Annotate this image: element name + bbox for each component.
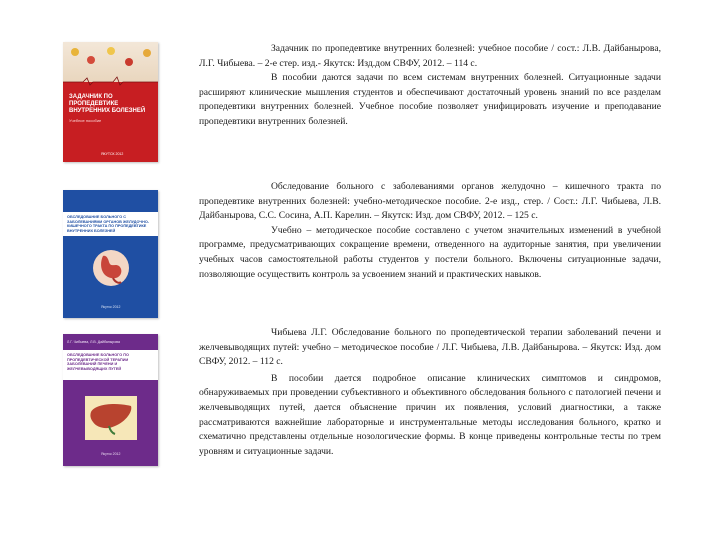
decorative-dot bbox=[71, 48, 79, 56]
liver-illustration-icon bbox=[85, 396, 137, 440]
annotation-paragraph: Учебно – методическое пособие составлено с учетом значительных изменений в учебной программе, предусматривающих сокращение времени, отведенного на аудиторные занятия, при увеличении учебных часов самостоятельной работы студентов у постели больного. Включены ситуационные задачи, позволяющие осуществить контроль за усвоением знаний и практических навыков. bbox=[199, 224, 661, 280]
cover-publisher: ЯКУТСК 2012 bbox=[101, 152, 124, 156]
book-cover-propaedeutics-problems bbox=[63, 42, 158, 162]
decorative-dot bbox=[87, 56, 95, 64]
cover-title: ОБСЛЕДОВАНИЕ БОЛЬНОГО С ЗАБОЛЕВАНИЯМИ ОРГАНОВ ЖЕЛУДОЧНО-КИШЕЧНОГО ТРАКТА ПО ПРОПЕДЕВТИКЕ ВНУТРЕННИХ БОЛЕЗНЕЙ bbox=[67, 215, 150, 233]
ecg-line-icon bbox=[63, 76, 158, 86]
book-cover-liver-examination bbox=[63, 334, 158, 466]
cover-title: ЗАДАЧНИК ПО ПРОПЕДЕВТИКЕ ВНУТРЕННИХ БОЛЕЗНЕЙ bbox=[69, 94, 146, 114]
decorative-dot bbox=[107, 47, 115, 55]
book-cover-gi-tract-examination bbox=[63, 190, 158, 318]
cover-subtitle: Учебное пособие bbox=[69, 118, 102, 123]
entry-2-description bbox=[199, 180, 661, 282]
entry-1-description bbox=[199, 42, 661, 130]
stomach-illustration-icon bbox=[91, 248, 131, 288]
cover-publisher: Якутск 2012 bbox=[101, 305, 121, 309]
cover-publisher: Якутск 2012 bbox=[101, 452, 121, 456]
entry-3-description bbox=[199, 326, 661, 459]
citation-paragraph: Задачник по пропедевтике внутренних болезней: учебное пособие / сост.: Л.В. Дайбанырова, Л.Г. Чибыева. – 2-е стер. изд.- Якутск: Изд.дом СВФУ, 2012. – 114 с. bbox=[199, 43, 661, 69]
annotation-paragraph: В пособии даются задачи по всем системам внутренних болезней. Ситуационные задачи расширяют клинические мышления студентов и обеспечивают достаточный уровень знаний по все разделам пропедевтики внутренних болезней. Учебное пособие позволяет унифицировать изучение и преподавание пропедевтики внутренних болезней. bbox=[199, 72, 661, 127]
citation-paragraph: Чибыева Л.Г. Обследование больного по пропедевтической терапии заболеваний печени и желчевыводящих путей: учебно – методическое пособие / Л.Г. Чибыева, Л.В. Дайбанырова. – Якутск: Изд. дом СВФУ, 2012. – 112 с. bbox=[199, 327, 661, 368]
decorative-dot bbox=[143, 49, 151, 57]
cover-authors: Л.Г. Чибыева, Л.В. Дайбанырова bbox=[67, 340, 120, 344]
annotation-paragraph: В пособии дается подробное описание клинических симптомов и синдромов, обнаруживаемых при проведении субъективного и объективного обследования больного с патологией печени и желчевыводящих путей, дается объяснение причин их появления, условий диагностики, а также рассматриваются важнейшие лабораторные и инструментальные методы исследования больного, кратко и схематично представлены отдельные нозологические формы. В конце приведены контрольные тесты по трем уровням и ситуационные задачи. bbox=[199, 372, 661, 457]
decorative-dot bbox=[125, 58, 133, 66]
citation-paragraph: Обследование больного с заболеваниями органов желудочно – кишечного тракта по пропедевтике внутренних болезней: учебно-методическое пособие. 2-е изд., стер. / Сост.: Л.Г. Чибыева, Л.В. Дайбанырова, С.С. Сосина, А.П. Карелин. – Якутск: Изд. дом СВФУ, 2012. – 125 с. bbox=[199, 181, 661, 222]
cover-title: ОБСЛЕДОВАНИЕ БОЛЬНОГО ПО ПРОПЕДЕВТИЧЕСКОЙ ТЕРАПИИ ЗАБОЛЕВАНИЙ ПЕЧЕНИ И ЖЕЛЧЕВЫВОДЯЩИХ ПУТЕЙ bbox=[67, 353, 129, 371]
